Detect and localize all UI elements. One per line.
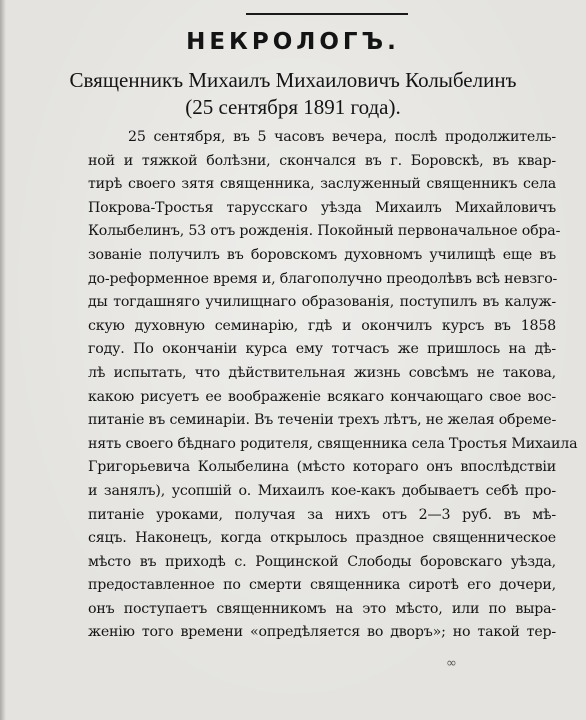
body-line: ной и тяжкой болѣзни, скончался въ г. Боровскѣ, въ квар- <box>88 152 556 169</box>
body-line: зованіе получилъ въ боровскомъ духовномъ училищѣ еще въ <box>88 246 556 263</box>
obituary-subject: Священникъ Михаилъ Михаиловичъ Колыбелинъ <box>69 68 517 92</box>
body-line: тирѣ своего зятя священника, заслуженный священникъ села <box>88 176 556 193</box>
body-line: до-реформенное время и, благополучно преодолѣвъ всѣ невзго- <box>88 270 558 287</box>
body-line: 25 сентября, въ 5 часовъ вечера, послѣ продолжитель- <box>128 129 556 145</box>
body-line: какою рисуетъ ее воображеніе всякаго кончающаго свое вос- <box>88 388 556 405</box>
body-line: лѣ испытать, что дѣйствительная жизнь совсѣмъ не такова, <box>88 364 556 381</box>
body-line: Покрова-Тростья тарусскаго уѣзда Михаилъ Михайловичъ <box>88 199 556 216</box>
section-heading: НЕКРОЛОГЪ. <box>186 29 400 55</box>
body-line: ды тогдашняго училищнаго образованія, поступилъ въ калуж- <box>88 294 556 311</box>
folio-mark: ∞ <box>446 656 457 671</box>
body-line: Колыбелинъ, 53 отъ рожденія. Покойный первоначальное обра- <box>88 223 561 240</box>
body-line: женію того времени «опредѣляется во дворъ»; но такой тер- <box>88 624 556 641</box>
body-line: скую духовную семинарію, гдѣ и окончилъ курсъ въ 1858 <box>88 317 556 334</box>
body-line: питаніе уроками, получая за нихъ отъ 2—3 руб. въ мѣ- <box>88 506 556 523</box>
body-line: Григорьевича Колыбелина (мѣсто котораго онъ впослѣдствіи <box>88 459 556 476</box>
body-line: и занялъ), усопшій о. Михаилъ кое-какъ добываетъ себѣ про- <box>88 482 556 499</box>
obituary-date: (25 сентября 1891 года). <box>185 95 401 119</box>
body-line: году. По окончаніи курса ему тотчасъ же пришлось на дѣ- <box>88 341 556 358</box>
body-line: мѣсто въ приходѣ с. Рощинской Слободы боровскаго уѣзда, <box>88 553 556 570</box>
body-line: нять своего бѣднаго родителя, священника села Тростья Михаила <box>88 435 578 452</box>
body-line: предоставленное по смерти священника сиротѣ его дочери, <box>88 577 556 594</box>
body-text <box>88 126 578 645</box>
top-rule <box>246 13 408 15</box>
body-line: сяцъ. Наконецъ, когда открылось праздное священническое <box>88 530 556 547</box>
body-line: питаніе въ семинаріи. Въ теченіи трехъ лѣтъ, не желая обреме- <box>88 412 557 429</box>
body-line: онъ поступаетъ священникомъ на это мѣсто, или по выра- <box>88 600 556 617</box>
